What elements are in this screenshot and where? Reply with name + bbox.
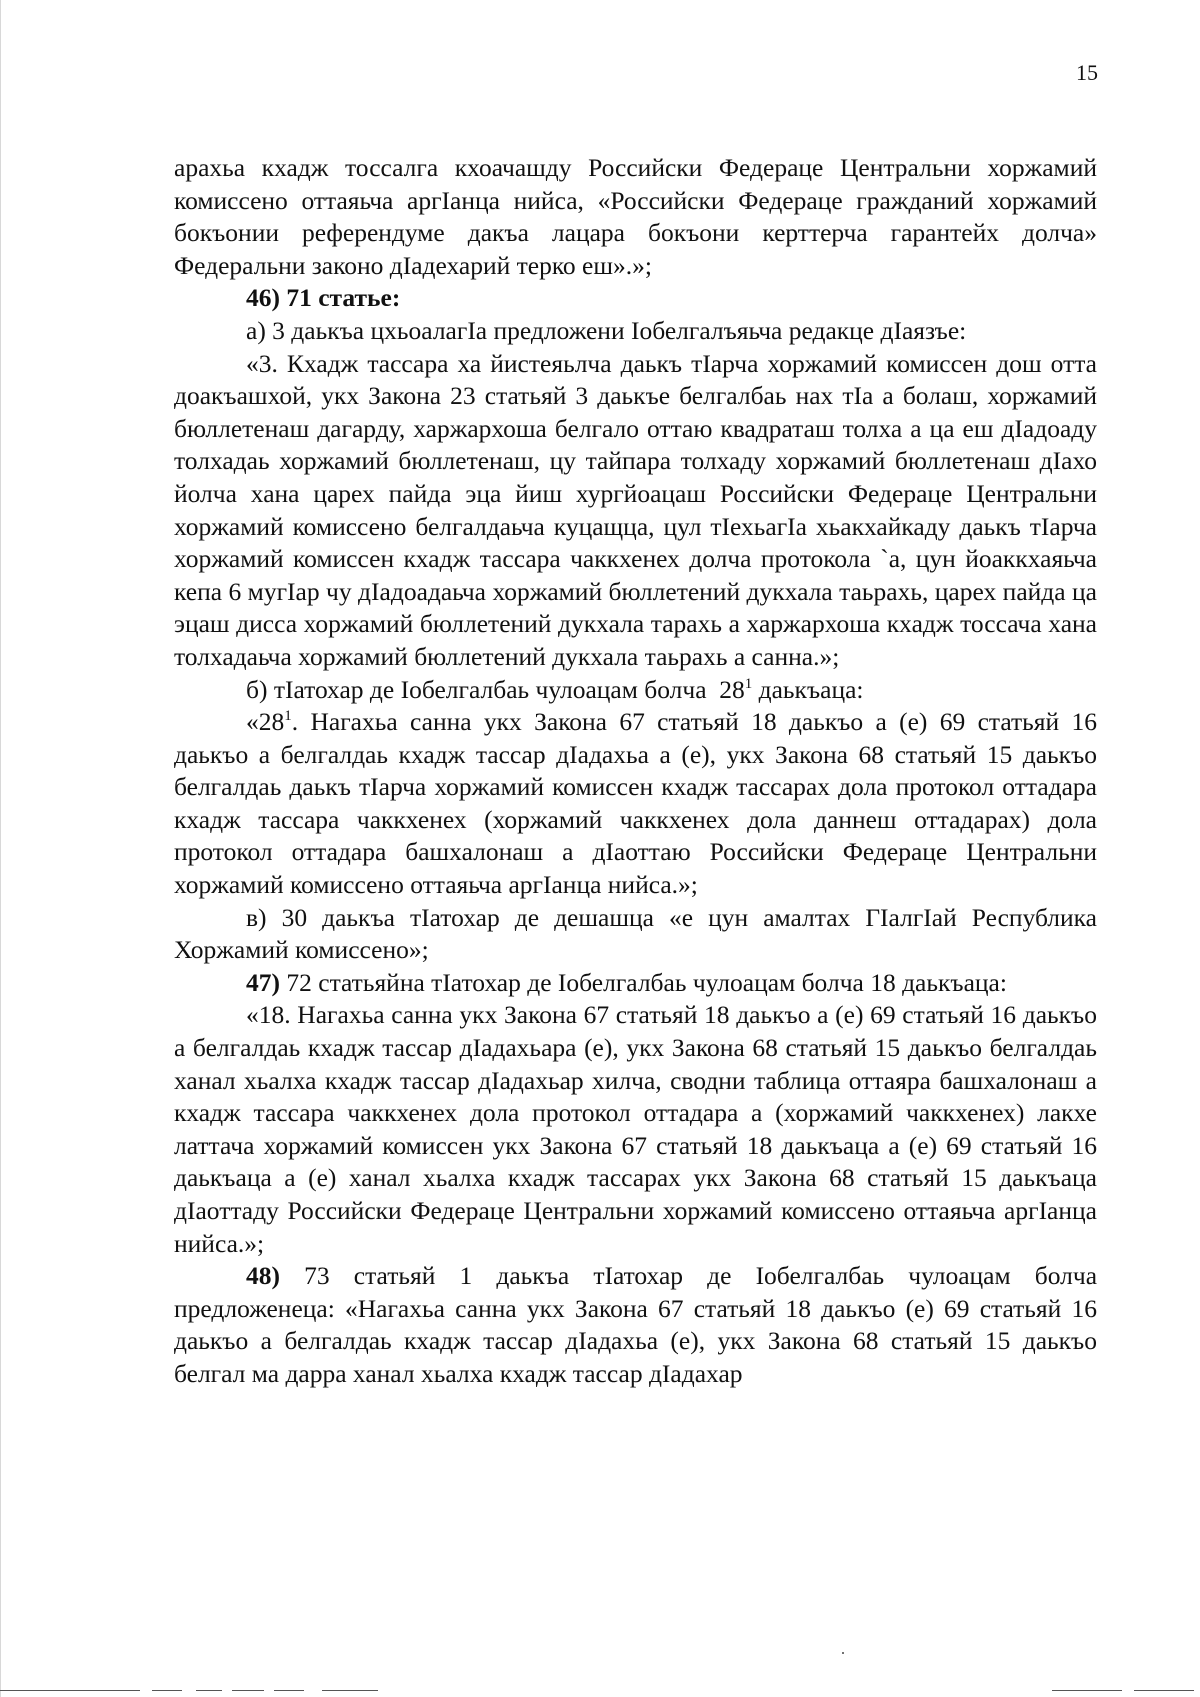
part-number-superscript: 1 [744, 675, 753, 692]
item-47-paragraph [174, 967, 1097, 1000]
item-46-subitem-b [174, 674, 1097, 707]
document-body [174, 152, 1097, 1391]
item-46-subitem-a: а) 3 даькъа цхьоалагІа предложени Іобелгалъяьча редакце дІаязъе: [246, 315, 967, 345]
quote-part-number: «28 [246, 707, 285, 737]
item-48-text: 73 статьяй 1 даькъа тІатохар де Іобелгалбаь чулоацам болча предложенеца: «Нагахьа санна укх Закона 67 статьяй 18 даькъо (е) 69 статьяй 16 даькъо а белгалдаь кхадж тассар дІадахьа (е), укх Закона 68 статьяй 15 даькъо белгал ма дарра ханал хьалха кхадж тассар дІадахар [174, 1261, 1098, 1388]
scan-edge-line [0, 0, 1, 1697]
page-number: 15 [1076, 60, 1098, 85]
item-47-quote-part-18: «18. Нагахьа санна укх Закона 67 статьяй 18 даькъо а (е) 69 статьяй 16 даькъо а белгалдаь кхадж тассар дІадахьара (е), укх Закона 68 статьяй 15 даькъо белгалдаь ханал хьалха кхадж тассар дІадахьар хилча, сводни таблица оттаяра башхалонаш а кхадж тассара чаккхенех дола протокол оттадара а (хоржамий чаккхенех) лакхе латтача хоржамий комиссен укх Закона 67 статьяй 18 даькъаца а (е) 69 статьяй 16 даькъаца а (е) ханал хьалха кхадж тассарах укх Закона 68 статьяй 15 даькъаца дІаоттаду Российски Федераце Центральни хоржамий комиссено оттаяьча аргІанца нийса.»; [174, 1000, 1097, 1258]
quote-part-text: . Нагахьа санна укх Закона 67 статьяй 18 даькъо а (е) 69 статьяй 16 даькъо а белгалдаь кхадж тассар дІадахьа а (е), укх Закона 68 статьяй 15 даькъо белгалдаь даькъ тІарча хоржамий комиссен кхадж тассарах дола протокол оттадара кхадж тассара чаккхенех (хоржамий чаккхенех дола даннеш оттадарах) дола протокол оттадара башхалонаш а дІаоттаю Российски Федераце Центральни хоржамий комиссено оттаяьча аргІанца нийса.»; [174, 707, 1097, 900]
item-47-text: 72 статьяйна тІатохар де Іобелгалбаь чулоацам болча 18 даькъаца: [286, 967, 1007, 997]
scan-speck [842, 1652, 844, 1654]
item-46-heading: 46) 71 статье: [246, 283, 401, 313]
item-48-paragraph [174, 1260, 1097, 1390]
scan-bottom-edge-marks [0, 1687, 1200, 1691]
quote-part-superscript: 1 [284, 708, 292, 725]
item-46-quote-part-28-1 [174, 706, 1097, 902]
item-47-number: 47) [246, 967, 280, 997]
item-48-number: 48) [246, 1261, 280, 1291]
paragraph-continuation: арахьа кхадж тоссалга кхоачашду Российски Федераце Центральни хоржамий комиссено оттаяьча аргІанца нийса, «Российски Федераце гражданий хоржамий бокъонии референдуме дакъа лацара бокъони керттерча гарантейх долча» Федеральни законо дІадехарий терко еш».»; [174, 153, 1097, 280]
subitem-b-suffix: даькъаца: [758, 674, 864, 704]
item-46-quote-part-3: «3. Кхадж тассара ха йистеяьлча даькъ тІарча хоржамий комиссен дош отта доакъашхой, укх Закона 23 статьяй 3 даькъе белгалбаь нах тІа а болаш, хоржамий бюллетенаш дагарду, харжархоша белгало оттаю квадраташ толха а ца еш дІадоаду толхадаь хоржамий бюллетенаш, цу тайпара толхаду хоржамий бюллетенаш дІахо йолча хана царех пайда эца йиш хургйоацаш Российски Федераце Центральни хоржамий комиссено белгалдаьча куцащца, цул тІехьагІа хьакхайкаду даькъ тІарча хоржамий комиссен кхадж тассара чаккхенех долча протокола `а, цун йоаккхаяьча кепа 6 мугІар чу дІадоадаьча хоржамий бюллетений дукхала таьрахь, царех пайда ца эцаш дисса хоржамий бюллетений дукхала тарахь а харжархоша кхадж тоссача хана толхадаьча хоржамий бюллетений дукхала таьрахь а санна.»; [174, 348, 1097, 671]
subitem-b-text: б) тІатохар де Іобелгалбаь чулоацам болча [246, 674, 707, 704]
part-number: 28 [719, 674, 745, 704]
item-46-subitem-v: в) 30 даькъа тІатохар де дешашца «е цун амалтах ГІалгІай Республика Хоржамий комиссено»; [174, 902, 1097, 965]
